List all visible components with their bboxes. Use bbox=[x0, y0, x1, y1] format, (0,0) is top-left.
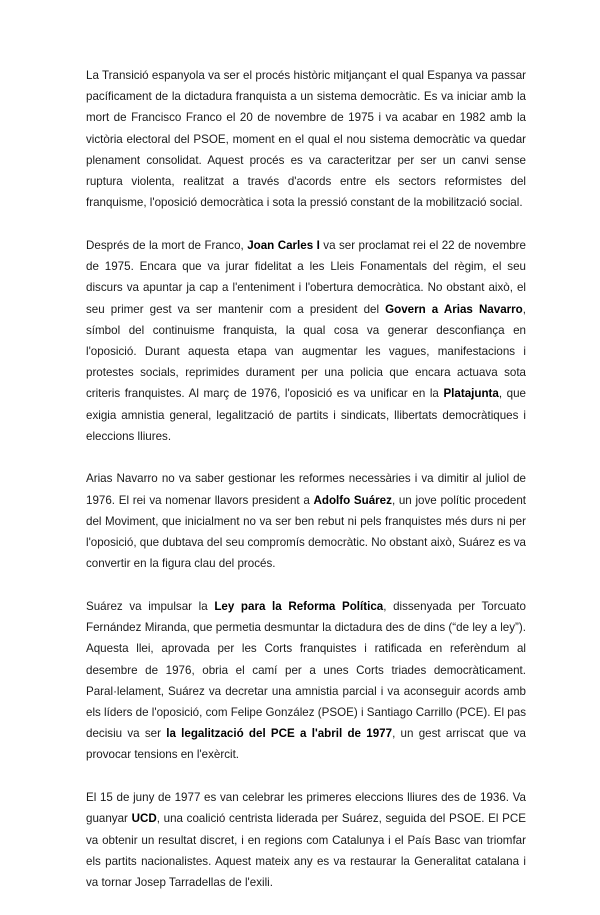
bold-term: Adolfo Suárez bbox=[313, 493, 392, 507]
bold-term: Joan Carles I bbox=[247, 238, 320, 252]
paragraph-text: va ser proclamat rei el 22 de novembre de 1975. Encara que va jurar fidelitat a les Lleis Fonamentals del règim, el seu discurs va apuntar ja cap a l'enteniment i l'obertura democràtica. No obstant això, el seu primer gest va ser mantenir com a president del bbox=[86, 238, 526, 316]
paragraph-5 bbox=[86, 787, 526, 893]
document-body bbox=[86, 65, 526, 915]
paragraph-text: El 15 de juny de 1977 es van celebrar les primeres eleccions lliures des de 1936. Va guanyar bbox=[86, 791, 526, 826]
bold-term: UCD bbox=[131, 812, 157, 826]
paragraph-text: Arias Navarro no va saber gestionar les reformes necessàries i va dimitir al juliol de 1976. El rei va nomenar llavors president a bbox=[86, 472, 526, 507]
paragraph-text: La Transició espanyola va ser el procés històric mitjançant el qual Espanya va passar pacíficament de la dictadura franquista a un sistema democràtic. Es va iniciar amb la mort de Francisco Franco el 20 de novembre de 1975 i va acabar en 1982 amb la victòria electoral del PSOE, moment en el qual el nou sistema democràtic va quedar plenament consolidat. Aquest procés es va caracteritzar per ser un canvi sense ruptura violenta, realitzat a través d'acords entre els sectors reformistes del franquisme, l'oposició democràtica i sota la pressió constant de la mobilització social. bbox=[86, 69, 526, 210]
paragraph-text: Suárez va impulsar la bbox=[86, 599, 215, 613]
paragraph-text: , dissenyada per Torcuato Fernández Miranda, que permetia desmuntar la dictadura des de dins (“de ley a ley”). Aquesta llei, aprovada per les Corts franquistes i ratificada en referèndum al desembre de 1976, obria el camí per a unes Corts triades democràticament. Paral·lelament, Suárez va decretar una amnistia parcial i va aconseguir acords amb els líders de l'oposició, com Felipe González (PSOE) i Santiago Carrillo (PCE). El pas decisiu va ser bbox=[86, 599, 526, 741]
paragraph-text: , un gest arriscat que va provocar tensions en l'exèrcit. bbox=[86, 727, 526, 762]
bold-term: Ley para la Reforma Política bbox=[214, 599, 384, 613]
bold-term: la legalització del PCE a l'abril de 1977 bbox=[166, 727, 393, 741]
paragraph-2 bbox=[86, 235, 526, 447]
paragraph-text: Després de la mort de Franco, bbox=[86, 238, 248, 252]
bold-term: Platajunta bbox=[443, 387, 499, 401]
paragraph-4 bbox=[86, 596, 526, 766]
paragraph-text: , símbol del continuisme franquista, la qual cosa va generar desconfiança en l'oposició. Durant aquesta etapa van augmentar les vagues, manifestacions i protestes socials, reprimides durament per una policia que encara actuava sota criteris franquistes. Al març de 1976, l'oposició es va unificar en la bbox=[86, 302, 526, 401]
paragraph-text: , un jove polític procedent del Moviment, que inicialment no va ser ben rebut ni pels franquistes més durs ni per l'oposició, que dubtava del seu compromís democràtic. No obstant això, Suárez es va convertir en la figura clau del procés. bbox=[86, 493, 526, 571]
paragraph-text: , que exigia amnistia general, legalització de partits i sindicats, llibertats democràtiques i eleccions lliures. bbox=[86, 387, 527, 443]
paragraph-text: , una coalició centrista liderada per Suárez, seguida del PSOE. El PCE va obtenir un resultat discret, i en regions com Catalunya i el País Basc van triomfar els partits nacionalistes. Aquest mateix any es va restaurar la Generalitat catalana i va tornar Josep Tarradellas de l'exili. bbox=[86, 812, 526, 889]
paragraph-1 bbox=[86, 65, 526, 213]
paragraph-3 bbox=[86, 468, 526, 574]
bold-term: Govern a Arias Navarro bbox=[385, 302, 523, 316]
